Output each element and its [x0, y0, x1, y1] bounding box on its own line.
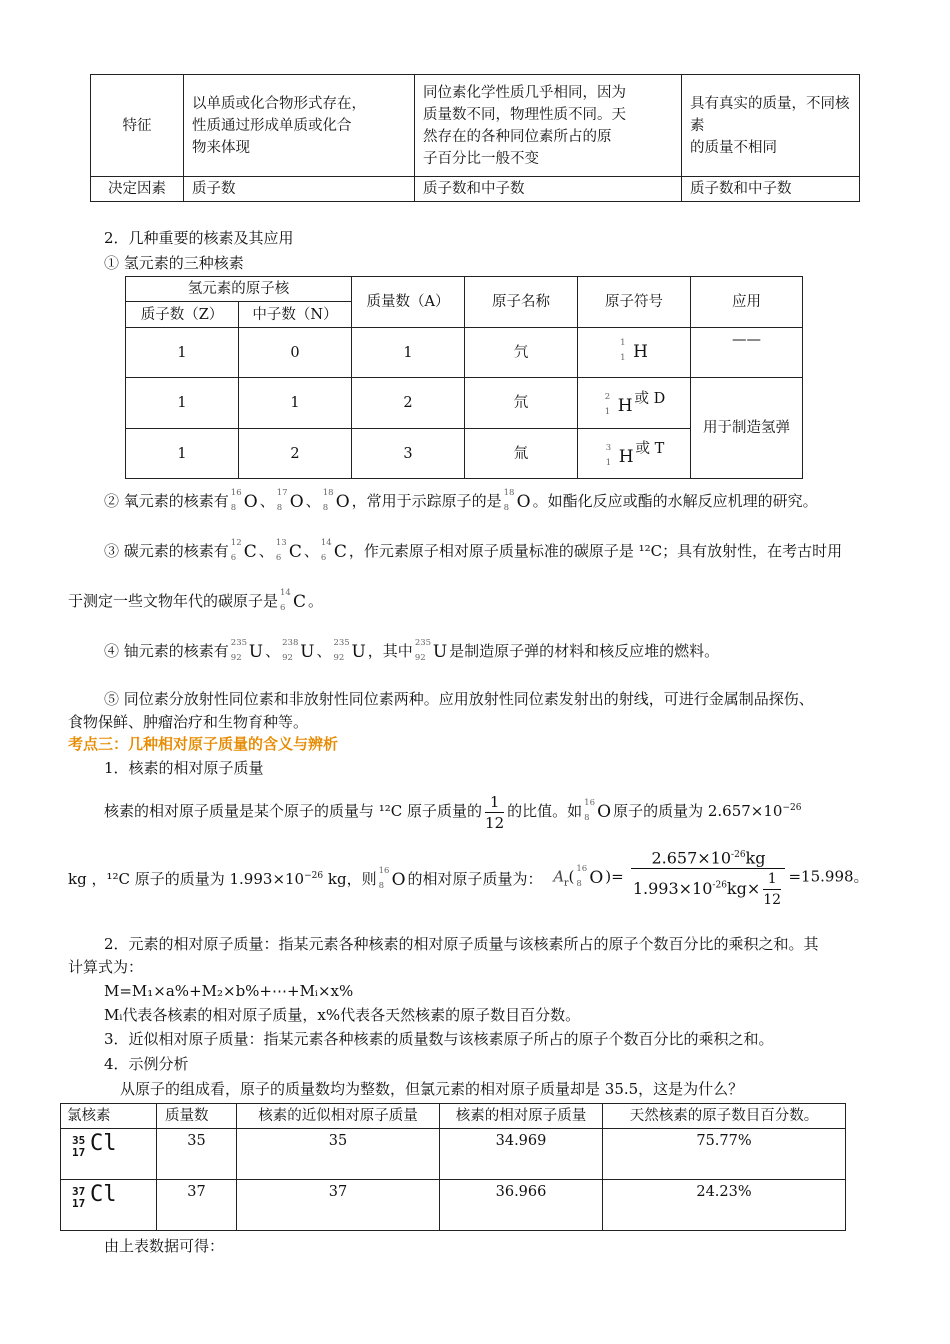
- relative-mass-formula: $A_r$( 16 8 O )= $2.657\times 10^{-26}kg$ $1.993\times 10^{-26}kg\times$ $\frac{1}{12}$ =15.998。: [553, 845, 868, 910]
- table-hydrogen-nuclides: [125, 276, 803, 479]
- cl37-symbol: 37 17 Cl: [72, 1182, 117, 1210]
- table-row: 35 17 Cl 35 35 34.969 75.77%: [61, 1129, 846, 1180]
- header-nucleus-group: 氢元素的原子核: [126, 277, 352, 302]
- s2-line2: 计算式为：: [68, 958, 144, 976]
- carbon-paragraph: ③ 碳元素的核素有 12 6 C 、 13 6 C 、 14 6 C ，作元素原子相对原子质量标准的碳原子是 ¹²C；具有放射性，在考古时用: [104, 538, 843, 563]
- radioisotope-line1: ⑤ 同位素分放射性同位素和非放射性同位素两种。应用放射性同位素发射出的射线，可进行金属制品探伤、: [104, 690, 814, 708]
- header-proton: 质子数（Z）: [126, 302, 239, 328]
- feature-isotope-cell: 同位素化学性质几乎相同，因为 质量数不同，物理性质不同。天 然存在的各种同位素所占的原 子百分比一般不变: [415, 75, 682, 177]
- header-abundance: 天然核素的原子数目百分数。: [603, 1104, 846, 1129]
- header-atom-symbol: 原子符号: [578, 277, 691, 328]
- footer-text: 由上表数据可得：: [104, 1237, 225, 1255]
- s4-heading: 4．示例分析: [104, 1055, 189, 1073]
- cl35-symbol: 35 17 Cl: [72, 1131, 117, 1159]
- hydrogen-subheading: ① 氢元素的三种核素: [104, 254, 244, 272]
- table-row: 1 1 2 氘 2 1 H 或 D 用于制造氢弹: [126, 378, 803, 429]
- carbon-paragraph-cont: 于测定一些文物年代的碳原子是 14 6 C 。: [68, 588, 324, 613]
- application-merged-cell: 用于制造氢弹: [691, 378, 803, 479]
- header-application: 应用: [691, 277, 803, 328]
- table-row: 1 0 1 氕 1 1 H ——: [126, 328, 803, 378]
- header-cl-nuclide: 氯核素: [61, 1104, 157, 1129]
- s1-line2: kg ，¹²C 原子的质量为 $1.993\times 10^{-26}$ kg，则 16 8 O 的相对原子质量为： $A_r$( 16 8 O )= $2.657\times 10^{-26}kg$ $1.993\times 10^{-26}kg\times$ $\frac{1}{12}$ =15.998。: [68, 845, 869, 915]
- application-cell: ——: [691, 328, 803, 378]
- header-approx-mass: 核素的近似相对原子质量: [237, 1104, 440, 1129]
- nuclide-symbol: 2 1 H: [604, 392, 633, 418]
- feature-element-cell: 以单质或化合物形式存在， 性质通过形成单质或化合 物来体现: [184, 75, 415, 177]
- header-atom-name: 原子名称: [465, 277, 578, 328]
- header-mass-number: 质量数: [157, 1104, 237, 1129]
- row-label-feature: 特征: [91, 75, 184, 177]
- header-exact-mass: 核素的相对原子质量: [440, 1104, 603, 1129]
- header-neutron: 中子数（N）: [239, 302, 352, 328]
- factor-nuclide-cell: 质子数和中子数: [682, 177, 860, 202]
- factor-isotope-cell: 质子数和中子数: [415, 177, 682, 202]
- header-mass-number: 质量数（A）: [352, 277, 465, 328]
- kaodian3-heading: 考点三：几种相对原子质量的含义与辨析: [68, 735, 339, 753]
- s2-line1: 2．元素的相对原子质量：指某元素各种核素的相对原子质量与该核素所占的原子个数百分比的乘积之和。其: [104, 935, 819, 953]
- oxygen-paragraph: ② 氧元素的核素有 16 8 O 、 17 8 O 、 18 8 O ，常用于示踪原子的是 18 8 O 。如酯化反应或酯的水解反应机理的研究。: [104, 488, 818, 513]
- radioisotope-line2: 食物保鲜、肿瘤治疗和生物育种等。: [68, 713, 309, 731]
- feature-nuclide-cell: 具有真实的质量，不同核素 的质量不相同: [682, 75, 860, 177]
- section2-heading: 2．几种重要的核素及其应用: [104, 229, 294, 247]
- s3-text: 3．近似相对原子质量：指某元素各种核素的质量数与该核素原子所占的原子个数百分比的乘积之和。: [104, 1030, 774, 1048]
- factor-element-cell: 质子数: [184, 177, 415, 202]
- table-row: 37 17 Cl 37 37 36.966 24.23%: [61, 1180, 846, 1231]
- s2-line3: Mᵢ代表各核素的相对原子质量，x%代表各天然核素的原子数目百分数。: [104, 1006, 581, 1024]
- row-label-factor: 决定因素: [91, 177, 184, 202]
- uranium-paragraph: ④ 铀元素的核素有 235 92 U 、 238 92 U 、 235 92 U ，其中 235 92 U 是制造原子弹的材料和核反应堆的燃料。: [104, 638, 720, 663]
- nuclide-symbol: 1 1 H: [620, 338, 648, 363]
- nuclide-symbol: 3 1 H: [605, 442, 634, 468]
- table-isotope-comparison: [90, 74, 860, 202]
- table-chlorine-nuclides: [60, 1103, 846, 1231]
- s4-question: 从原子的组成看，原子的质量数均为整数，但氯元素的相对原子质量却是 35.5，这是为什么？: [120, 1080, 744, 1098]
- s1-line1: 核素的相对原子质量是某个原子的质量与 ¹²C 原子质量的 $\frac{1}{12}$ 的比值。如 16 8 O 原子的质量为 $2.657\times 10^{-26}$: [104, 792, 802, 832]
- s2-formula: M=M₁×a%+M₂×b%+⋯+Mᵢ×x%: [104, 982, 354, 1000]
- table-row: 1 2 3 氚 3 1 H 或 T: [126, 429, 803, 479]
- s1-heading: 1．核素的相对原子质量: [104, 759, 264, 777]
